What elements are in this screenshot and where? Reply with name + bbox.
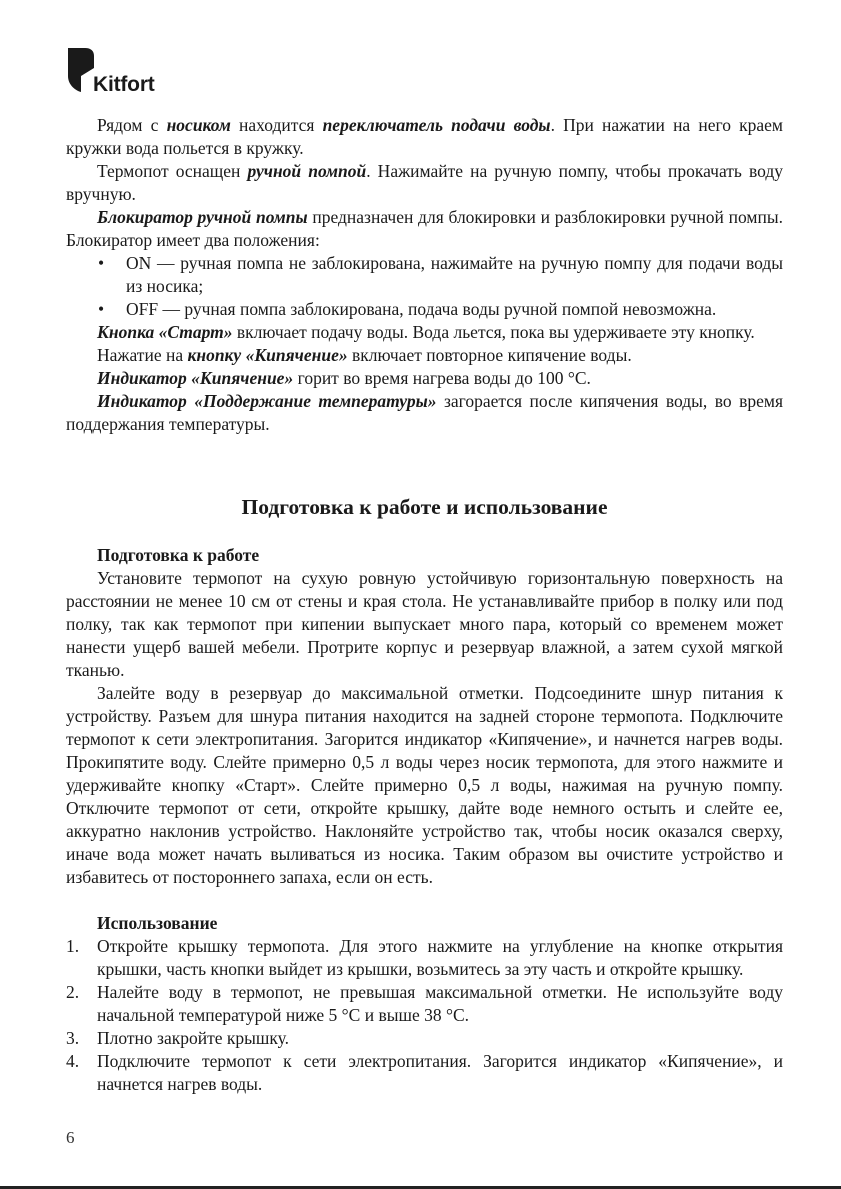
paragraph-manual-pump (66, 160, 783, 206)
text: включает подачу воды. Вода льется, пока вы удерживаете эту кнопку. (232, 322, 755, 342)
paragraph-keep-warm-indicator (66, 390, 783, 436)
term-manual-pump: ручной помпой (247, 161, 367, 181)
text: Рядом с (97, 115, 167, 135)
list-item-text: ON — ручная помпа не заблокирована, нажимайте на ручную помпу для подачи воды из носика; (126, 253, 783, 296)
paragraph-spout-switch (66, 114, 783, 160)
bullet-icon: • (98, 299, 105, 319)
step-text: Подключите термопот к сети электропитания. Загорится индикатор «Кипячение», и начнется нагрев воды. (97, 1051, 783, 1094)
section-title: Подготовка к работе и использование (241, 495, 608, 519)
list-item (66, 1027, 783, 1050)
page-number: 6 (66, 1128, 75, 1147)
step-number: 1. (66, 936, 80, 956)
list-item (66, 935, 783, 981)
term-spout: носиком (166, 115, 231, 135)
text: Термопот оснащен (97, 161, 248, 181)
brand-name: Kitfort (93, 73, 155, 96)
page-content (66, 114, 783, 1096)
paragraph-boil-button (66, 344, 783, 367)
text: загорается после кипячения воды, во время поддержания температуры. (66, 391, 784, 434)
step-number: 2. (66, 982, 80, 1002)
term-keep-warm-indicator: Индикатор «Поддержание температуры» (97, 391, 437, 411)
list-item (66, 981, 783, 1027)
term-boil-indicator: Индикатор «Кипячение» (97, 368, 294, 388)
step-text: Откройте крышку термопота. Для этого нажмите на углубление на кнопке открытия крышки, часть кнопки выйдет из крышки, возьмитесь за эту часть и откройте крышку. (97, 936, 783, 979)
term-pump-lock: Блокиратор ручной помпы (97, 207, 308, 227)
text: . При нажатии на него краем кружки вода польется в кружку. (66, 115, 783, 158)
term-boil-button: кнопку «Кипячение» (187, 345, 348, 365)
paragraph-preparation-2: Залейте воду в резервуар до максимальной отметки. Подсоедините шнур питания к устройству. Разъем для шнура питания находится на задней стороне термопота. Подключите термопот к сети электропитания. Загорится индикатор «Кипячение», и начнется нагрев воды. Прокипятите воду. Слейте примерно 0,5 л воды через носик термопота, для этого нажмите и удерживайте кнопку «Старт». Слейте примерно 0,5 л воды, нажимая на ручную помпу. Отключите термопот от сети, откройте крышку, дайте воде немного остыть и слейте ее, аккуратно наклонив устройство. Наклоняйте устройство так, чтобы носик оказался сверху, иначе вода может начать выливаться из носика. Таким образом вы очистите устройство и избавитесь от постороннего запаха, если он есть. (66, 683, 783, 887)
step-text: Плотно закройте крышку. (97, 1028, 289, 1048)
paragraph-preparation-1: Установите термопот на сухую ровную устойчивую горизонтальную поверхность на расстоянии не менее 10 см от стены и края стола. Не устанавливайте прибор в полку или под полку, так как термопот при кипении выпускает много пара, который со временем может нанести ущерб вашей мебели. Протрите корпус и резервуар влажной, а затем сухой мягкой тканью. (66, 568, 783, 680)
list-item (96, 252, 783, 298)
list-item (66, 1050, 783, 1096)
text: . Нажимайте на ручную помпу, чтобы прокачать воду вручную. (66, 161, 784, 204)
kitfort-logo-icon (66, 46, 96, 94)
step-number: 3. (66, 1028, 80, 1048)
text: Нажатие на (97, 345, 188, 365)
usage-steps-list (66, 935, 783, 1096)
step-number: 4. (66, 1051, 80, 1071)
paragraph-boil-indicator (66, 367, 783, 390)
paragraph-start-button (66, 321, 783, 344)
text: предназначен для блокировки и разблокировки ручной помпы. Блокиратор имеет два положения: (66, 207, 783, 250)
text: находится (230, 115, 323, 135)
term-start-button: Кнопка «Старт» (97, 322, 233, 342)
brand-logo (66, 46, 186, 96)
subsection-heading-preparation: Подготовка к работе (97, 545, 260, 565)
paragraph-pump-lock (66, 206, 783, 252)
lock-positions-list (66, 252, 783, 321)
text: горит во время нагрева воды до 100 °С. (293, 368, 591, 388)
text: включает повторное кипячение воды. (347, 345, 632, 365)
bullet-icon: • (98, 253, 105, 273)
term-water-switch: переключатель подачи воды (322, 115, 551, 135)
subsection-heading-usage: Использование (97, 913, 218, 933)
list-item (96, 298, 783, 321)
list-item-text: OFF — ручная помпа заблокирована, подача воды ручной помпой невозможна. (126, 299, 717, 319)
step-text: Налейте воду в термопот, не превышая максимальной отметки. Не используйте воду начальной температурой ниже 5 °С и выше 38 °С. (97, 982, 783, 1025)
